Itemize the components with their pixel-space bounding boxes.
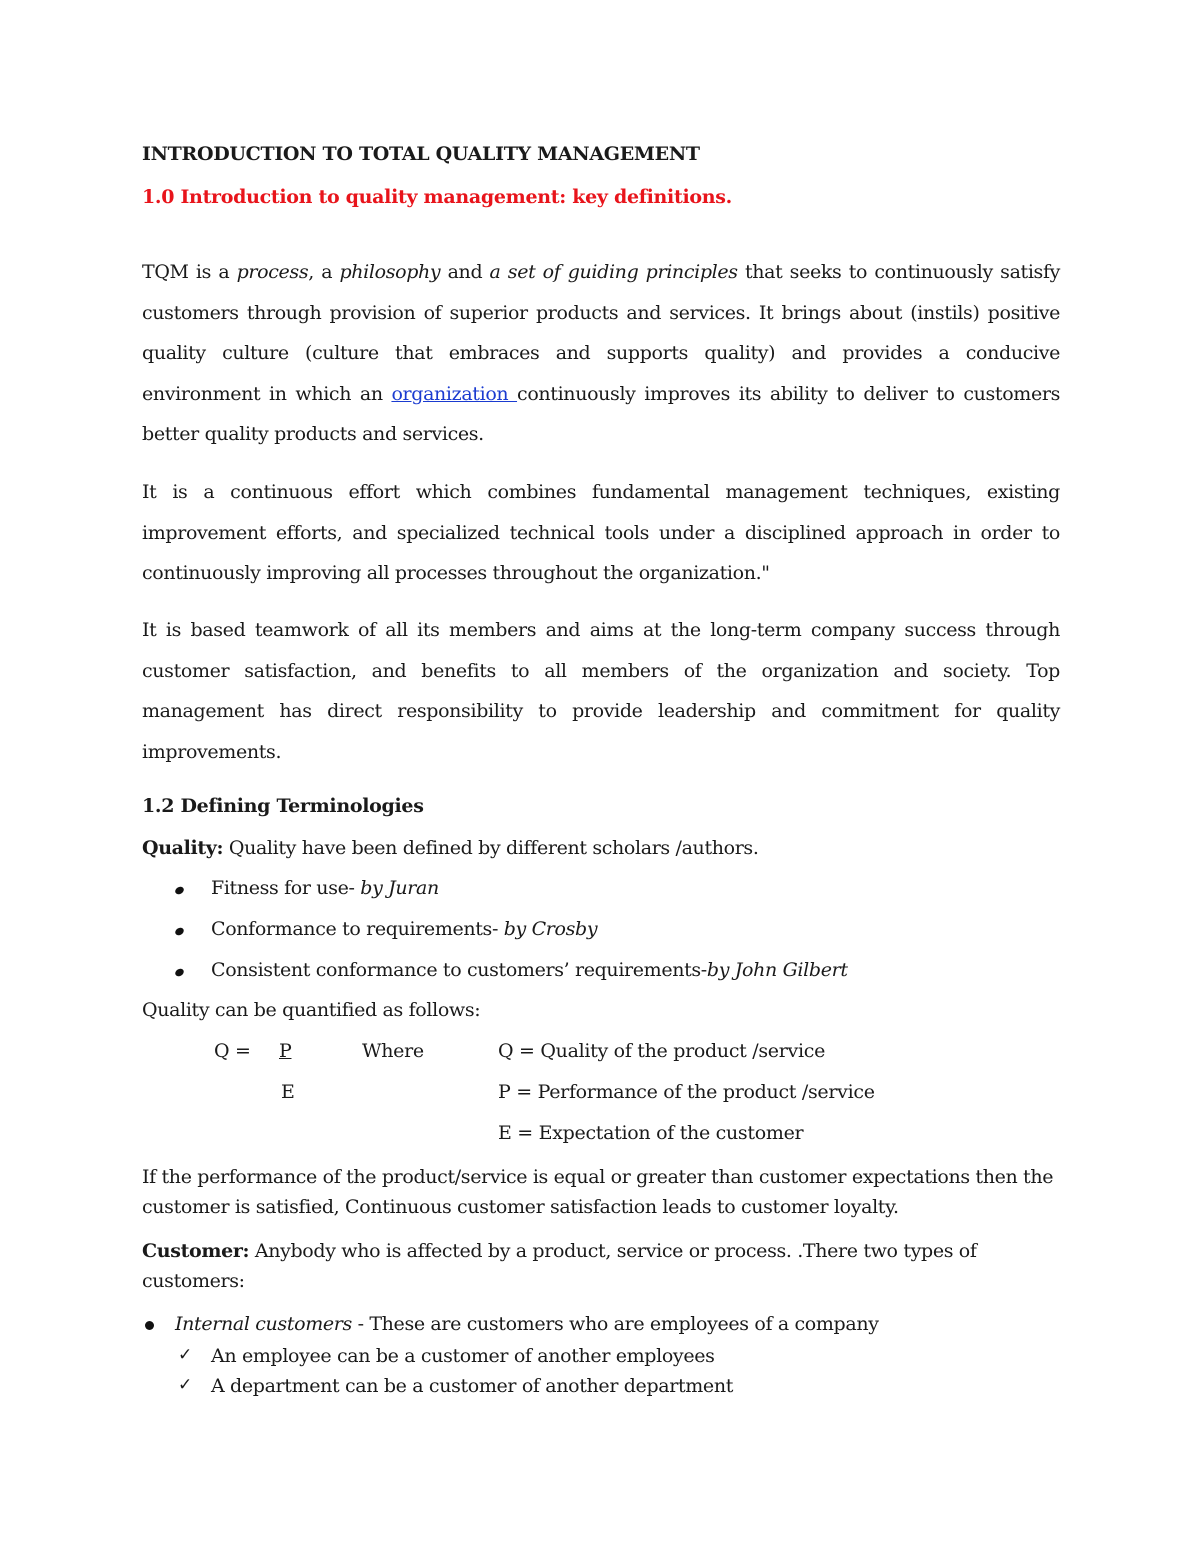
paragraph-continuous-effort: It is a continuous effort which combines fundamental management techniques, existing improvement efforts, and specialized technical tools under a disciplined approach in order to continuously improving all processes throughout the organization." bbox=[142, 481, 1060, 584]
paragraph-tqm-definition: TQM is a process, a philosophy and a set of guiding principles that seeks to continuously satisfy customers through provision of superior products and services. It brings about (instils) positive quality culture (culture that embraces and supports quality) and provides a conducive environment in which an organization continuously improves its ability to deliver to customers better quality products and services. bbox=[142, 261, 1061, 445]
bullet-icon bbox=[174, 885, 185, 896]
document-title: INTRODUCTION TO TOTAL QUALITY MANAGEMENT bbox=[142, 143, 700, 165]
quantified-intro: Quality can be quantified as follows: bbox=[142, 999, 481, 1021]
bullet-icon bbox=[145, 1321, 154, 1330]
document-page: INTRODUCTION TO TOTAL QUALITY MANAGEMENT 1.0 Introduction to quality management: key definitions. TQM is a process, a philosophy and a set of guiding principles that seeks to continuously satisfy customers through provision of superior products and services. It brings about (instils) positive quality culture (culture that embraces and supports quality) and provides a conducive environment in which an organization continuously improves its ability to deliver to customers better quality products and services. It is a continuous effort which combines fundamental management techniques, existing improvement efforts, and specialized technical tools under a disciplined approach in order to continuously improving all processes throughout the organization." It is based teamwork of all its members and aims at the long-term company success through customer satisfaction, and benefits to all members of the organization and society. Top management has direct responsibility to provide leadership and commitment for quality improvements. 1.2 Defining Terminologies Quality: Quality have been defined by different scholars /authors. Fitness for use- by Juran Conformance to requirements- by Crosby Consistent conformance to customers’ requirements-by John Gilbert Quality can be quantified as follows: Q = P E Where Q = Quality of the product /service P = Performance of the product /service E = Expectation of the customer If the performance of the product/service is equal or greater than customer expectations then the customer is satisfied, Continuous customer satisfaction leads to customer loyalty. Customer: Anybody who is affected by a product, service or process. .There two types of customers: Internal customers - These are customers who are employees of a company ✓ An employee can be a customer of another employees ✓ A department can be a customer of another department bbox=[142, 143, 1061, 1397]
section-heading-intro: 1.0 Introduction to quality management: key definitions. bbox=[142, 186, 732, 208]
customer-label: Customer: bbox=[142, 1240, 250, 1262]
paragraph-customer-definition: Customer: Anybody who is affected by a product, service or process. .There two types of customers: bbox=[142, 1240, 977, 1292]
internal-customers-item: Internal customers - These are customers who are employees of a company bbox=[175, 1313, 879, 1335]
formula-numerator: P bbox=[279, 1040, 292, 1062]
section-heading-terminologies: 1.2 Defining Terminologies bbox=[142, 795, 424, 817]
formula-def-q: Q = Quality of the product /service bbox=[498, 1040, 826, 1062]
organization-link[interactable]: organization bbox=[391, 382, 518, 405]
formula-where: Where bbox=[362, 1040, 424, 1062]
paragraph-teamwork: It is based teamwork of all its members and aims at the long-term company success through customer satisfaction, and benefits to all members of the organization and society. Top management has direct responsibility to provide leadership and commitment for quality improvements. bbox=[142, 619, 1060, 763]
quality-label: Quality: bbox=[142, 837, 224, 859]
internal-customers-label: Internal customers bbox=[175, 1313, 352, 1335]
formula-denominator: E bbox=[281, 1081, 295, 1103]
checkmark-icon: ✓ bbox=[178, 1375, 192, 1395]
formula-q-equals: Q = bbox=[214, 1040, 251, 1062]
paragraph-satisfaction: If the performance of the product/service is equal or greater than customer expectations then the customer is satisfied, Continuous customer satisfaction leads to customer loyalty. bbox=[142, 1166, 1054, 1218]
bullet-icon bbox=[174, 967, 185, 978]
formula-def-e: E = Expectation of the customer bbox=[498, 1122, 804, 1144]
bullet-icon bbox=[174, 926, 185, 937]
checkmark-icon: ✓ bbox=[178, 1345, 192, 1365]
formula-def-p: P = Performance of the product /service bbox=[498, 1081, 875, 1103]
quality-definition-line: Quality: Quality have been defined by different scholars /authors. bbox=[142, 837, 759, 859]
